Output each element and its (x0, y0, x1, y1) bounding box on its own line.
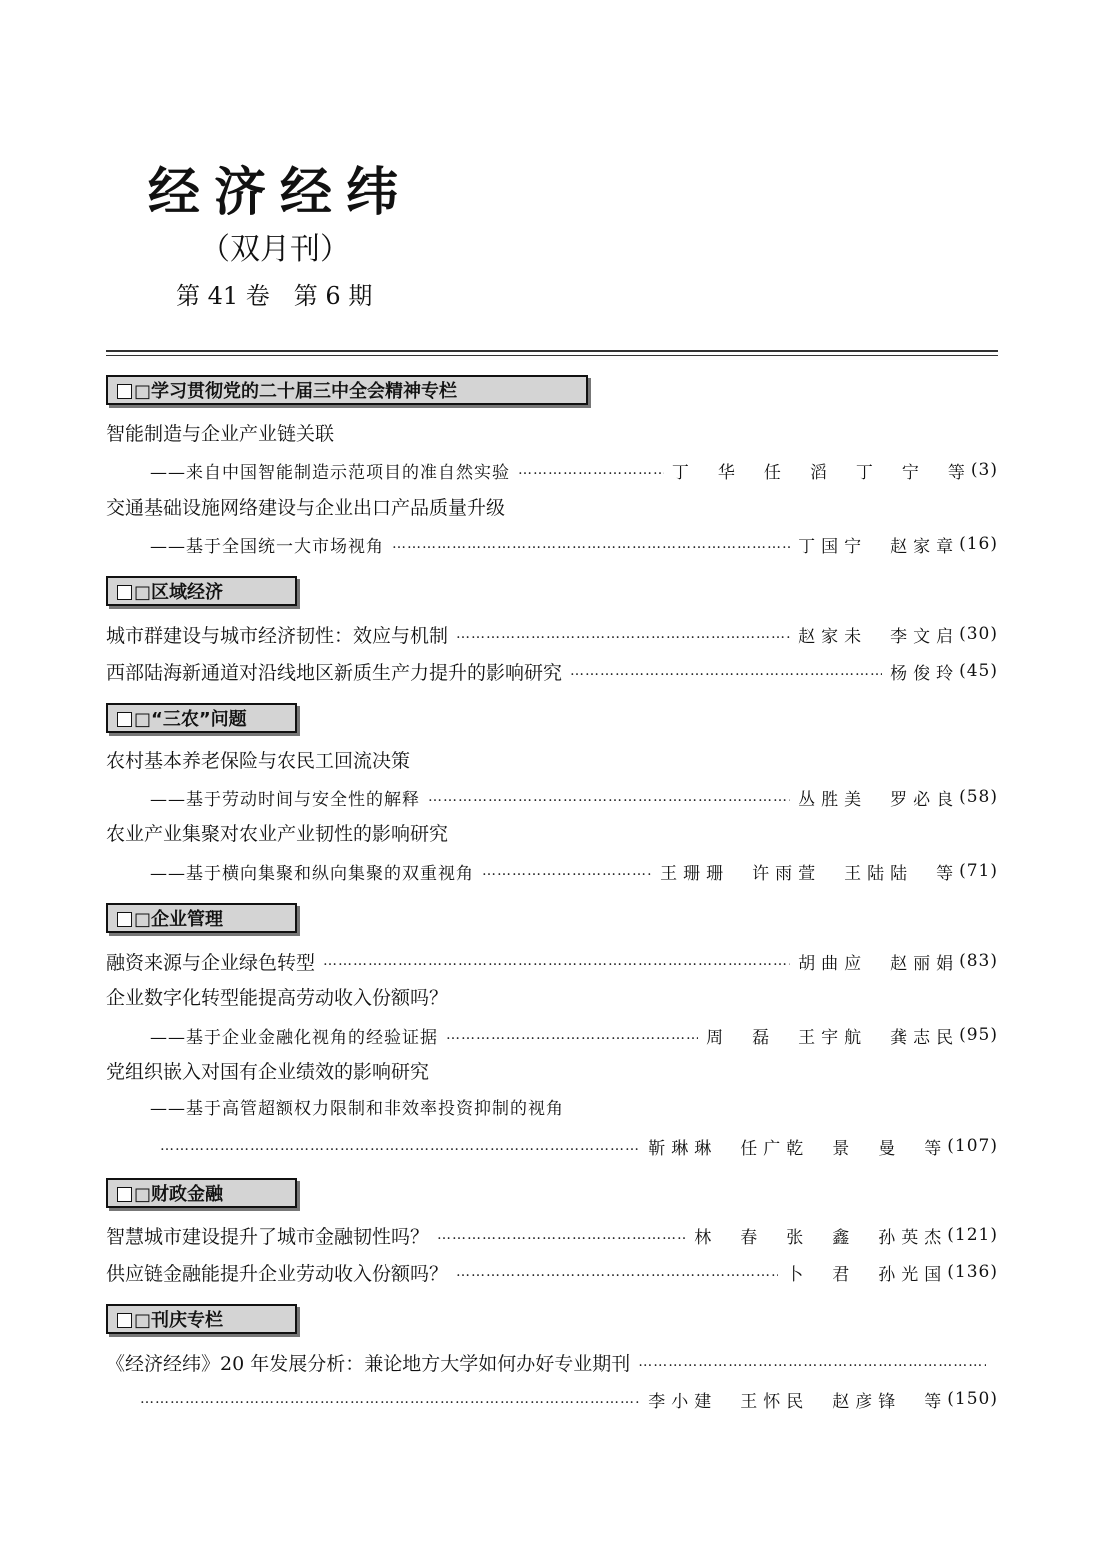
leader-dots (570, 663, 882, 679)
article-byline-row (150, 457, 998, 483)
article-subtitle: ——基于高管超额权力限制和非效率投资抑制的视角 (150, 1099, 564, 1119)
article-authors: 杨俊玲 (890, 663, 960, 684)
article-title[interactable]: 西部陆海新通道对沿线地区新质生产力提升的影响研究 (106, 661, 563, 684)
article-page: (107) (947, 1136, 998, 1156)
section-header-finance: □财政金融 (106, 1178, 297, 1208)
article-title[interactable]: 融资来源与企业绿色转型 (106, 951, 316, 974)
article-title[interactable]: 城市群建设与城市经济韧性：效应与机制 (106, 624, 449, 647)
article-row[interactable] (106, 1259, 998, 1285)
journal-frequency: （双月刊） (200, 232, 350, 267)
article-page: (3) (970, 460, 998, 480)
article-byline-row (160, 1133, 998, 1159)
article-subtitle: ——来自中国智能制造示范项目的准自然实验 (150, 462, 510, 483)
leader-dots (456, 626, 790, 642)
leader-dots (140, 1391, 640, 1407)
leader-dots (437, 1227, 686, 1243)
article-subtitle: ——基于企业金融化视角的经验证据 (150, 1027, 438, 1048)
article-page: (71) (959, 861, 998, 881)
leader-dots (428, 789, 790, 805)
article-authors: 丁国宁 赵家章 (798, 536, 960, 557)
article-page: (30) (959, 624, 998, 644)
article-byline-row (150, 531, 998, 557)
article-authors: 赵家未 李文启 (798, 626, 960, 647)
article-title[interactable]: 智能制造与企业产业链关联 (106, 423, 335, 445)
article-authors: 周 磊 王宇航 龚志民 (706, 1027, 960, 1048)
article-title[interactable]: 农村基本养老保险与农民工回流决策 (106, 750, 411, 772)
journal-title: 经济经纬 (148, 163, 413, 223)
article-row[interactable] (106, 948, 998, 974)
leader-dots (160, 1138, 640, 1154)
article-authors: 胡曲应 赵丽娟 (798, 953, 960, 974)
article-title[interactable]: 农业产业集聚对农业产业韧性的影响研究 (106, 823, 449, 845)
header-rule-thick (106, 350, 998, 352)
article-byline-row (150, 858, 998, 884)
article-authors: 李小建 王怀民 赵彦锋 等 (648, 1391, 948, 1412)
article-title[interactable]: 交通基础设施网络建设与企业出口产品质量升级 (106, 497, 506, 519)
leader-dots (518, 462, 664, 478)
article-title[interactable]: 《经济经纬》20 年发展分析：兼论地方大学如何办好专业期刊 (106, 1352, 631, 1375)
article-page: (16) (959, 534, 998, 554)
article-page: (83) (959, 951, 998, 971)
article-title[interactable]: 企业数字化转型能提高劳动收入份额吗？ (106, 987, 449, 1009)
leader-dots (482, 863, 652, 879)
leader-dots (456, 1264, 778, 1280)
article-byline-row (140, 1386, 998, 1412)
article-row[interactable] (106, 1349, 986, 1375)
article-byline-row (150, 1022, 998, 1048)
article-page: (121) (947, 1225, 998, 1245)
section-header-regional: □区域经济 (106, 576, 297, 606)
article-authors: 丁 华 任 滔 丁 宁 等 (671, 462, 971, 483)
article-row[interactable] (106, 658, 998, 684)
article-page: (136) (947, 1262, 998, 1282)
article-row[interactable] (106, 621, 998, 647)
section-header-management: □企业管理 (106, 903, 297, 933)
article-title[interactable]: 党组织嵌入对国有企业绩效的影响研究 (106, 1061, 430, 1083)
header-rule-thin (106, 355, 998, 356)
section-header-agriculture: □“三农”问题 (106, 703, 297, 733)
article-authors: 丛胜美 罗必良 (798, 789, 960, 810)
article-page: (150) (947, 1389, 998, 1409)
article-byline-row (150, 784, 998, 810)
article-title[interactable]: 供应链金融能提升企业劳动收入份额吗？ (106, 1262, 449, 1285)
article-authors: 靳琳琳 任广乾 景 曼 等 (648, 1138, 948, 1159)
article-title[interactable]: 智慧城市建设提升了城市金融韧性吗？ (106, 1225, 430, 1248)
leader-dots (446, 1027, 698, 1043)
section-header-anniversary: □刊庆专栏 (106, 1304, 297, 1334)
article-authors: 卜 君 孙光国 (786, 1264, 948, 1285)
section-header-plenum: □学习贯彻党的二十届三中全会精神专栏 (106, 375, 588, 405)
leader-dots (323, 953, 790, 969)
article-subtitle: ——基于横向集聚和纵向集聚的双重视角 (150, 863, 474, 884)
article-authors: 林 春 张 鑫 孙英杰 (694, 1227, 948, 1248)
article-page: (45) (959, 661, 998, 681)
article-subtitle: ——基于劳动时间与安全性的解释 (150, 789, 420, 810)
article-authors: 王珊珊 许雨萱 王陆陆 等 (660, 863, 960, 884)
volume-issue: 第 41 卷 第 6 期 (176, 282, 373, 310)
article-page: (58) (959, 787, 998, 807)
leader-dots (392, 536, 790, 552)
article-row[interactable] (106, 1222, 998, 1248)
article-subtitle: ——基于全国统一大市场视角 (150, 536, 384, 557)
leader-dots (638, 1354, 986, 1370)
article-page: (95) (959, 1025, 998, 1045)
